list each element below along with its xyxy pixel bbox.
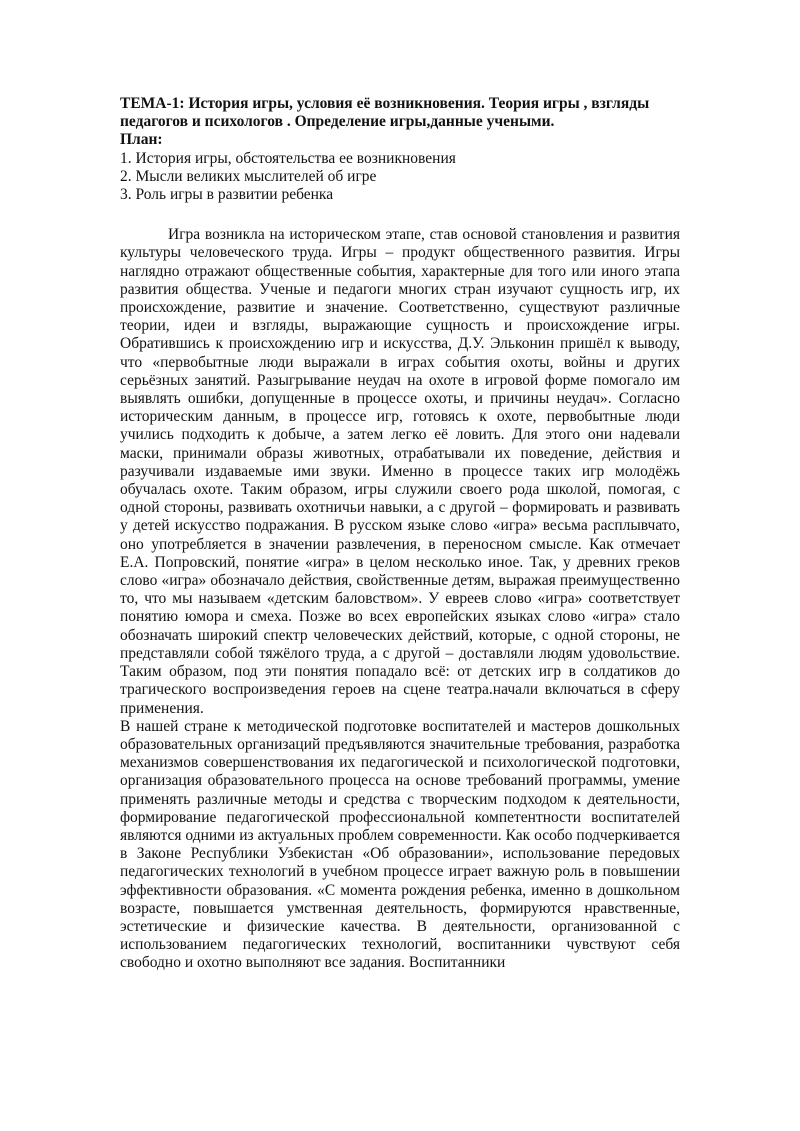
document-page (120, 95, 680, 973)
plan-item: 3. Роль игры в развитии ребенка (120, 186, 334, 204)
body-paragraph-methodology: В нашей стране к методической подготовке воспитателей и мастеров дошкольных образовательных организаций предъявляются значительные требования, разработка механизмов совершенствования их педагогической и психологической подготовки, организация образовательного процесса на основе требований программы, умение применять различные методы и средства с творческим подходом к деятельности, формирование педагогической профессиональной компетентности воспитателей являются одними из актуальных проблем современности. Как особо подчеркивается в Законе Республики Узбекистан «Об образовании», использование передовых педагогических технологий в учебном процессе играет важную роль в повышении эффективности образования. «С момента рождения ребенка, именно в дошкольном возрасте, повышается умственная деятельность, формируются нравственные, эстетические и физические качества. В деятельности, организованной с использованием педагогических технологий, воспитанники чувствуют себя свободно и охотно выполняют все задания. Воспитанники (120, 717, 680, 972)
plan-list (120, 150, 680, 205)
plan-item: 2. Мысли великих мыслителей об игре (120, 167, 377, 185)
document-title: ТЕМА-1: История игры, условия её возникновения. Теория игры , взгляды педагогов и психологов . Определение игры,данные учеными. (120, 95, 650, 131)
section-spacer (120, 204, 680, 226)
body-paragraph-intro: Игра возникла на историческом этапе, став основой становления и развития культуры человеческого труда. Игры – продукт общественного развития. Игры наглядно отражают общественные события, характерные для того или иного этапа развития общества. Ученые и педагоги многих стран изучают сущность игр, их происхождение, развитие и значение. Соответственно, существуют различные теории, идеи и взгляды, выражающие сущность и происхождение игры. Обратившись к происхождению игр и искусства, Д.У. Эльконин пришёл к выводу, что «первобытные люди выражали в играх события охоты, войны и других серьёзных занятий. Разыгрывание неудач на охоте в игровой форме помогало им выявлять ошибки, допущенные в процессе охоты, и причины неудач». Согласно историческим данным, в процессе игр, готовясь к охоте, первобытные люди учились подходить к добыче, а затем легко её ловить. Для этого они надевали маски, принимали образы животных, отрабатывали их поведение, действия и разучивали издаваемые ими звуки. Именно в процессе таких игр молодёжь обучалась охоте. Таким образом, игры служили своего рода школой, помогая, с одной стороны, развивать охотничьи навыки, а с другой – формировать и развивать у детей искусство подражания. В русском языке слово «игра» весьма расплывчато, оно употребляется в значении развлечения, в переносном смысле. Как отмечает Е.А. Попровский, понятие «игра» в целом несколько иное. Так, у древних греков слово «игра» обозначало действия, свойственные детям, выражая преимущественно то, что мы называем «детским баловством». У евреев слово «игра» соответствует понятию юмора и смеха. Позже во всех европейских языках слово «игра» стало обозначать широкий спектр человеческих действий, которые, с одной стороны, не представляли собой тяжёлого труда, а с другой – доставляли людям удовольствие. Таким образом, под эти понятия попадало всё: от детских игр в солдатиков до трагического воспроизведения героев на сцене театра.начали включаться в сферу применения. (120, 226, 680, 717)
plan-heading: План: (120, 131, 163, 149)
plan-item: 1. История игры, обстоятельства ее возникновения (120, 149, 456, 167)
